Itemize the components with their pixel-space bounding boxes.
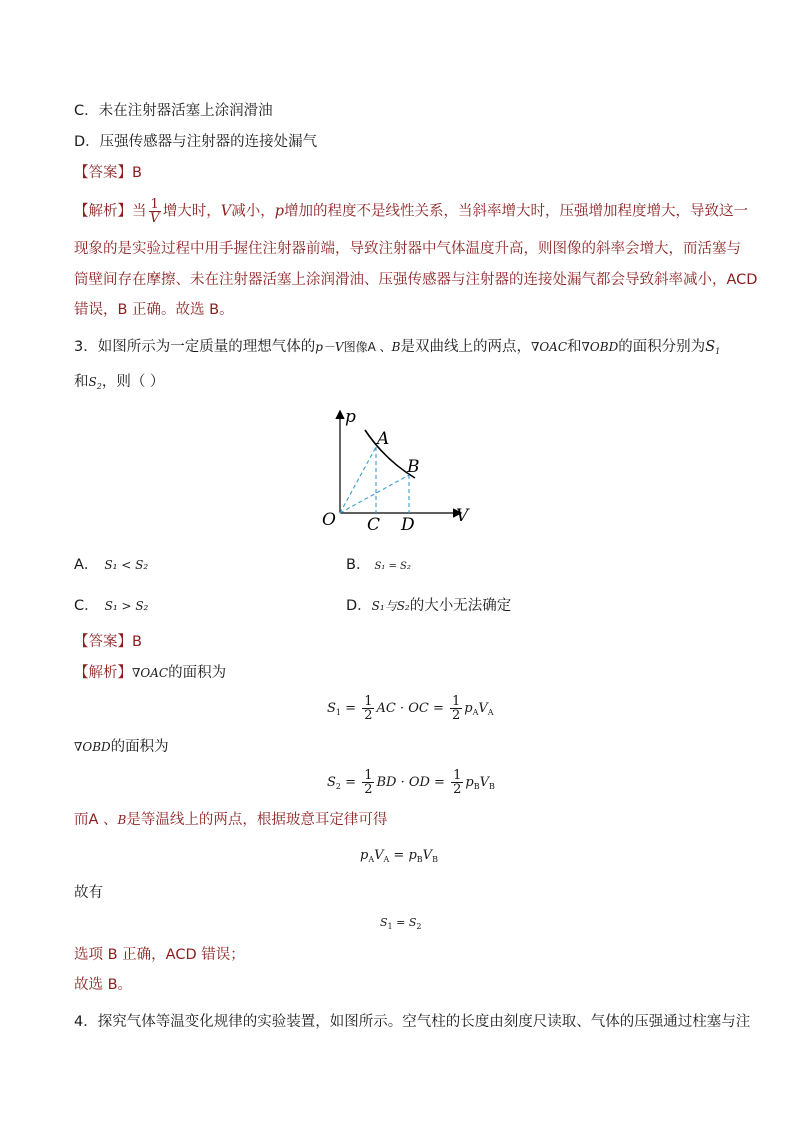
text: 和	[567, 339, 582, 355]
point-d-label: D	[401, 515, 415, 535]
answer-label: 【答案】	[74, 165, 132, 181]
subscript: 1	[387, 922, 393, 931]
subscript: 2	[335, 782, 341, 791]
triangle-oac-ref: ∇OAC	[132, 666, 169, 680]
point-a-label: A	[377, 429, 390, 449]
answer-value: B	[132, 634, 142, 650]
q2-analysis-line3: 筒壁间存在摩擦、未在注射器活塞上涂润滑油、压强传感器与注射器的连接处漏气都会导致斜率减小，ACD	[74, 272, 758, 288]
p-letter: p	[360, 848, 369, 863]
equals-sign: =	[389, 848, 409, 863]
q4-stem: 4．探究气体等温变化规律的实验装置，如图所示。空气柱的长度由刻度尺读取、气体的压强通过柱塞与注	[74, 1014, 751, 1030]
option-a[interactable]	[74, 555, 148, 575]
product: BD · OD =	[376, 775, 445, 790]
text: 减小，	[231, 203, 275, 220]
subscript: 2	[416, 922, 422, 931]
option-a-label: A．	[74, 557, 99, 573]
q3-analysis-line1	[74, 663, 226, 683]
text: 当	[132, 203, 147, 220]
product: AC · OC =	[376, 701, 444, 716]
s2-symbol	[89, 375, 102, 389]
point-c-label: C	[367, 515, 381, 535]
numerator: 1	[364, 694, 373, 709]
q2-analysis-line2: 现象的是实验过程中用手握住注射器前端，导致注射器中气体温度升高，则图像的斜率会增大，而活塞与	[74, 241, 741, 257]
option-b-label: B．	[346, 557, 371, 573]
subscript: A	[472, 708, 479, 717]
q2-answer	[74, 163, 142, 183]
pv-label: p－V	[315, 340, 344, 354]
text: 的面积为	[110, 739, 169, 755]
s-letter: S	[327, 775, 336, 790]
subscript: B	[473, 782, 480, 791]
s1-symbol	[705, 339, 720, 355]
v-letter: V	[422, 848, 433, 863]
fraction-half	[362, 769, 374, 796]
q2-analysis-line1	[74, 198, 748, 225]
answer-value: B	[132, 165, 142, 181]
numerator: 1	[451, 694, 461, 709]
fraction-numerator: 1	[150, 197, 159, 212]
subscript: B	[416, 855, 423, 864]
fraction-half	[362, 695, 374, 722]
subscript: 1	[335, 708, 341, 717]
option-d-text: 的大小无法确定	[409, 598, 512, 614]
text: 3．如图所示为一定质量的理想气体的	[74, 339, 316, 355]
v-axis-label: V	[456, 506, 469, 526]
option-b-expr: S₁ = S₂	[374, 561, 411, 572]
equals-sign: =	[392, 916, 409, 929]
text: 而A 、	[74, 812, 118, 828]
q3-analysis-line3	[74, 810, 387, 830]
pv-diagram	[310, 400, 480, 540]
v-letter: V	[479, 775, 489, 790]
s-letter: S	[380, 916, 388, 929]
text: 的面积为	[168, 665, 227, 681]
text: 图像A 、	[343, 340, 392, 354]
s-letter: S	[88, 375, 97, 389]
triangle-obd: ∇OBD	[581, 340, 619, 354]
denominator: 2	[364, 708, 373, 723]
fraction-denominator: V	[149, 211, 160, 226]
option-a-expr: S₁ < S₂	[104, 558, 149, 572]
subscript: A	[383, 855, 390, 864]
text: 增大时，	[162, 203, 221, 220]
denominator: 2	[451, 708, 461, 723]
triangle-obd-ref: ∇OBD	[74, 740, 111, 754]
denominator: 2	[453, 782, 462, 797]
p-letter: p	[464, 701, 473, 716]
text: 和	[74, 374, 89, 390]
q3-answer	[74, 632, 142, 652]
denominator: 2	[364, 782, 373, 797]
line-oa	[340, 447, 376, 513]
subscript: A	[368, 855, 375, 864]
equation-s1-equals-s2	[380, 913, 422, 937]
text: 增加的程度不是线性关系，当斜率增大时，压强增加程度增大，导致这一	[284, 203, 749, 220]
q3-stem-line2	[74, 372, 164, 397]
equals-sign: =	[345, 701, 357, 716]
origin-label: O	[322, 510, 336, 530]
fraction-1-over-v	[149, 198, 161, 225]
p-letter: p	[465, 775, 474, 790]
subscript: 1	[715, 347, 721, 356]
variable-p: p	[274, 203, 285, 220]
subscript: A	[487, 708, 494, 717]
fraction-half	[451, 769, 463, 796]
q2-analysis-line4: 错误，B 正确。故选 B。	[74, 302, 234, 318]
point-b-ref: B	[117, 813, 127, 827]
s-letter: S	[408, 916, 417, 929]
option-c-label: C．	[74, 598, 99, 614]
option-d-prev: D．压强传感器与注射器的连接处漏气	[74, 134, 318, 150]
triangle-oac: ∇OAC	[530, 340, 568, 354]
q3-conclusion-2: 故选 B。	[74, 977, 133, 993]
p-axis-label: p	[345, 407, 356, 427]
option-d-label: D．	[346, 598, 372, 614]
option-c-prev: C．未在注射器活塞上涂润滑油	[74, 103, 273, 119]
s-letter: S	[327, 701, 336, 716]
q3-stem-line1	[74, 337, 720, 362]
analysis-label: 【解析】	[74, 203, 132, 220]
q3-analysis-line2	[74, 737, 169, 757]
subscript: 2	[96, 382, 102, 391]
equation-boyle	[360, 846, 438, 870]
text: 的面积分别为	[618, 339, 706, 355]
equation-s1	[327, 692, 494, 730]
q3-conclusion-1: 选项 B 正确，ACD 错误；	[74, 947, 245, 963]
subscript: B	[488, 782, 495, 791]
option-c-expr: S₁ > S₂	[104, 599, 149, 613]
fraction-half	[450, 695, 462, 722]
option-b[interactable]	[346, 555, 411, 577]
option-d[interactable]	[346, 596, 511, 616]
numerator: 1	[364, 768, 373, 783]
text: 是双曲线上的两点，	[400, 339, 531, 355]
subscript: B	[432, 855, 438, 864]
point-b-fig-label: B	[407, 457, 420, 477]
v-letter: V	[374, 848, 384, 863]
p-letter: p	[408, 848, 417, 863]
option-d-expr: S₁与S₂	[371, 599, 410, 613]
q3-analysis-line4: 故有	[74, 885, 103, 901]
option-c[interactable]	[74, 596, 148, 616]
variable-v: V	[220, 203, 232, 220]
text: ，则（ ）	[101, 374, 165, 390]
v-letter: V	[478, 701, 488, 716]
answer-label: 【答案】	[74, 634, 132, 650]
numerator: 1	[453, 768, 462, 783]
s-letter: S	[705, 339, 716, 355]
analysis-label: 【解析】	[74, 665, 132, 681]
text: 是等温线上的两点，根据玻意耳定律可得	[126, 812, 388, 828]
equation-s2	[327, 766, 495, 804]
equals-sign: =	[345, 775, 357, 790]
point-b-label: B	[391, 340, 401, 354]
